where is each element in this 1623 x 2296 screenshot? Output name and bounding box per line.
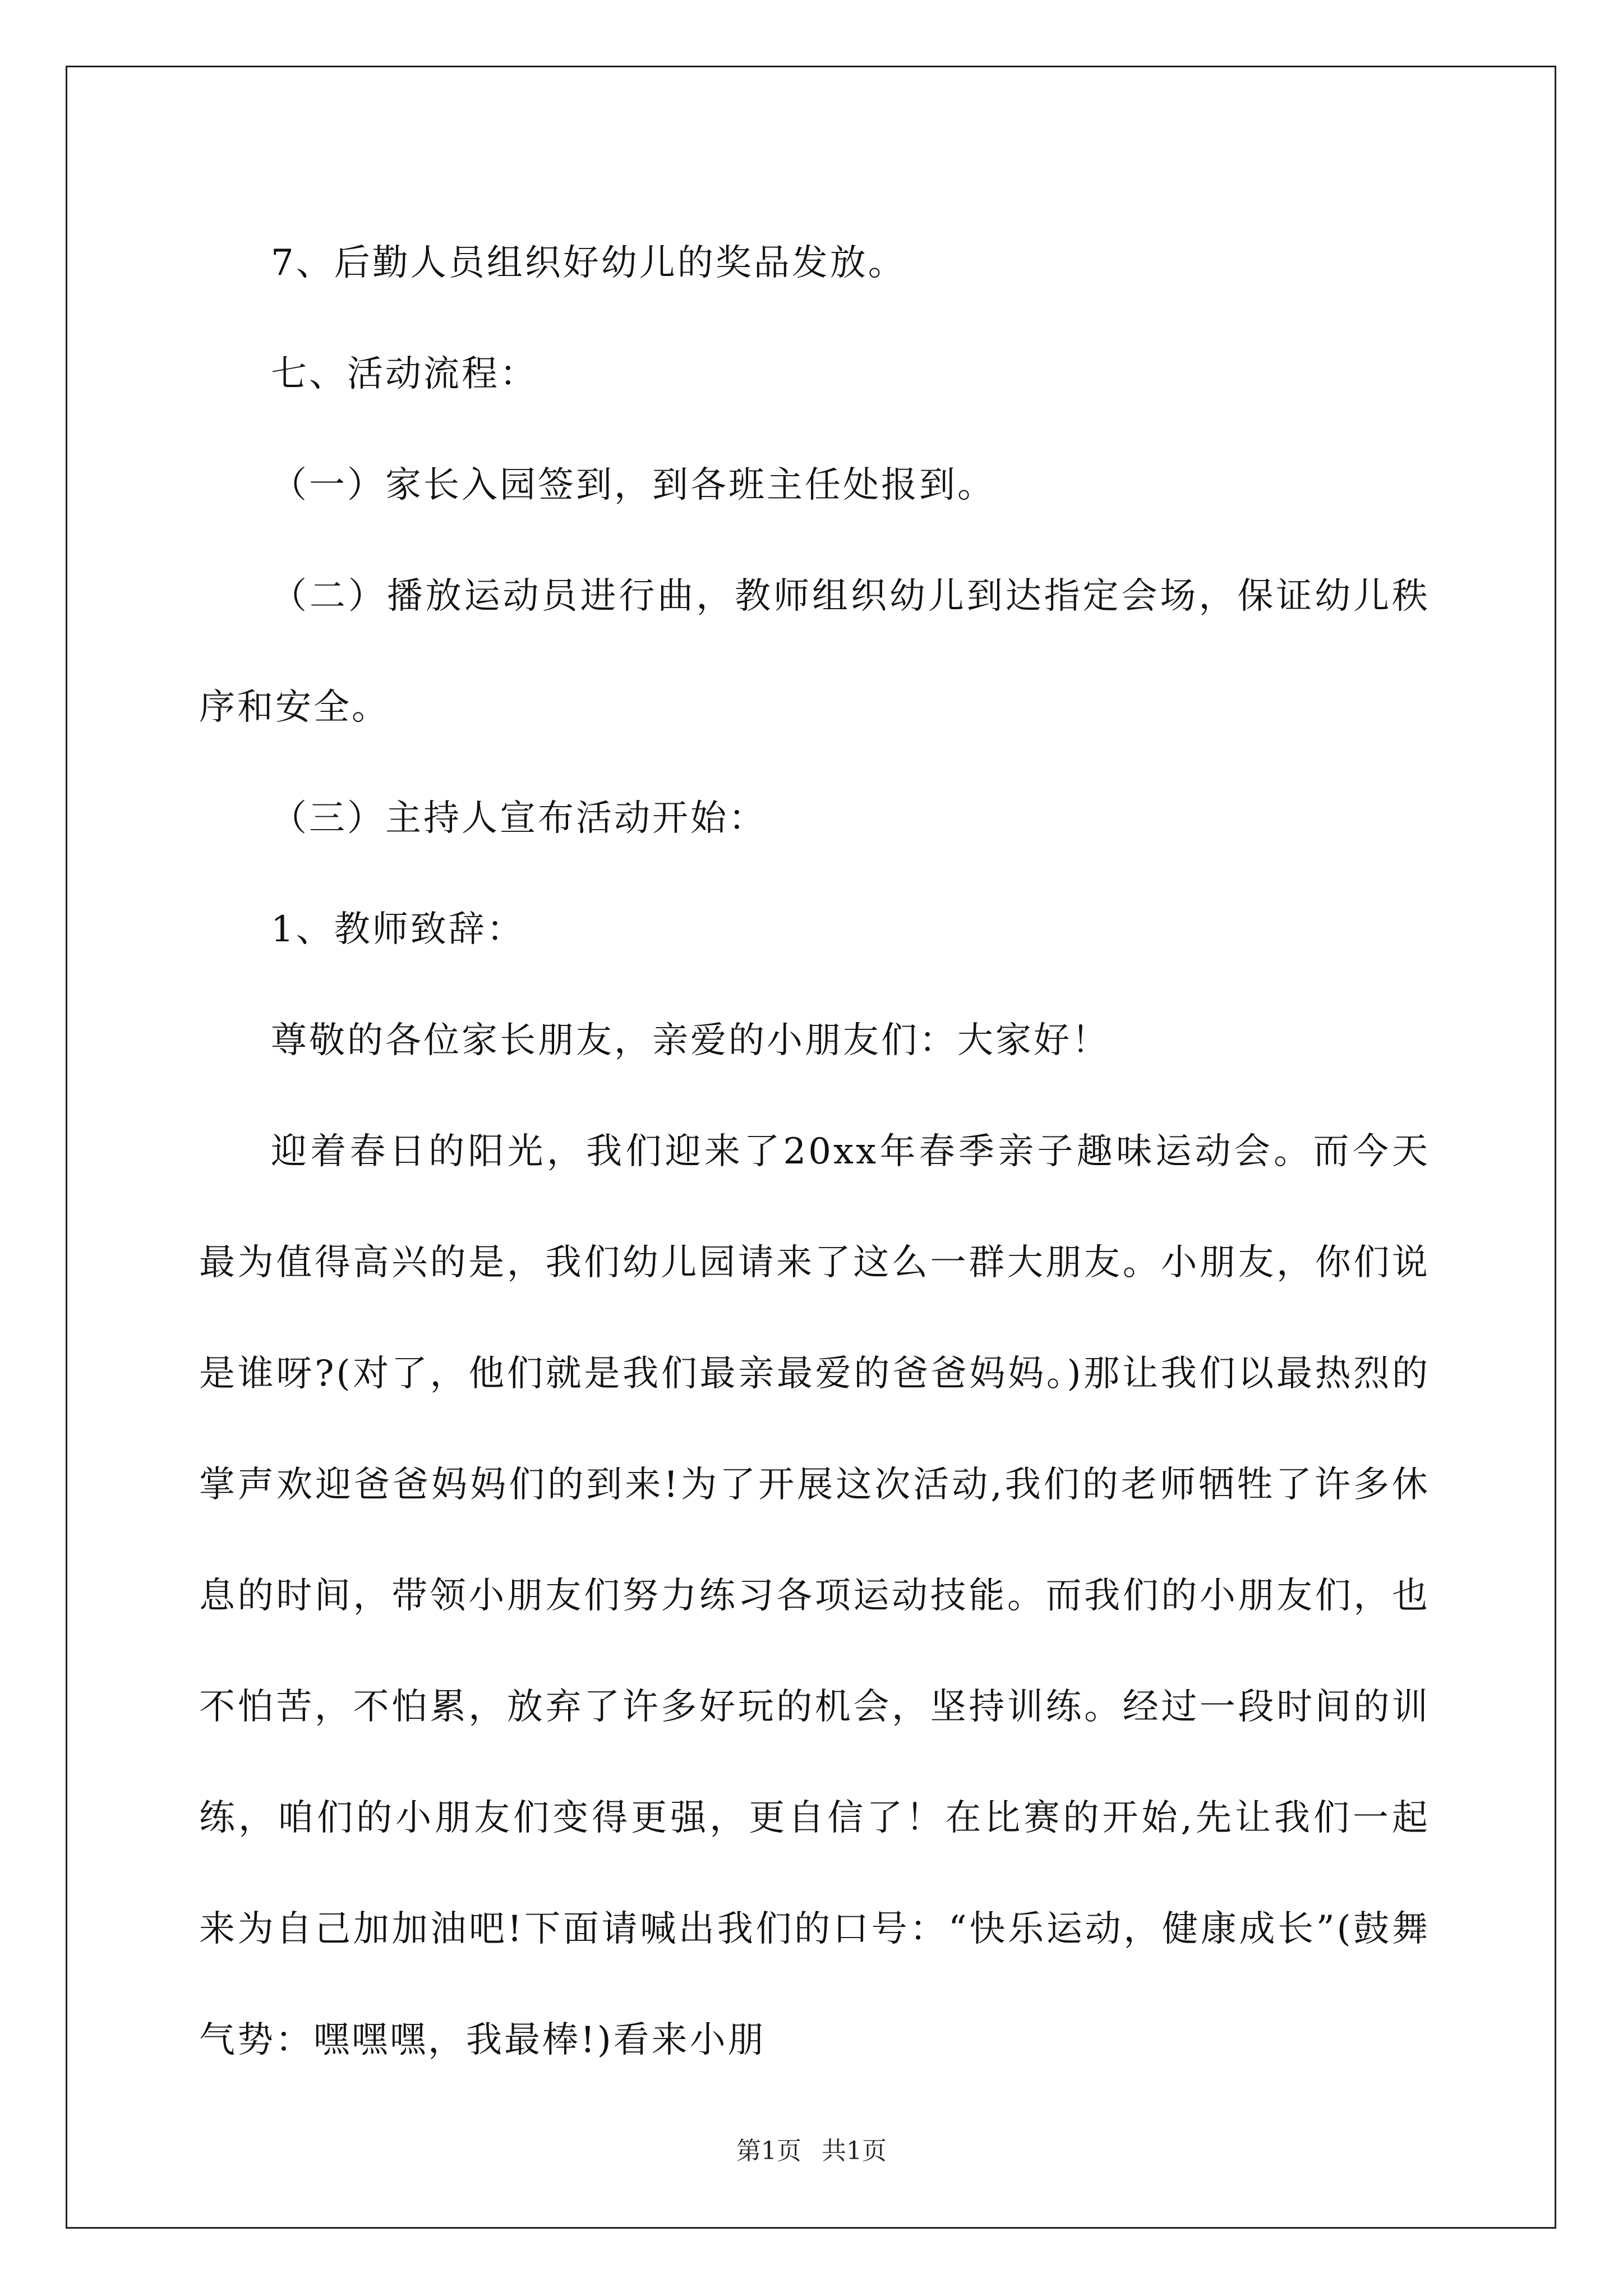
- paragraph-teacher-speech-heading: 1、教师致辞：: [271, 909, 525, 950]
- paragraph-step-one: （一）家长入园签到，到各班主任处报到。: [271, 464, 995, 506]
- page-footer: [0, 2134, 1623, 2168]
- paragraph-speech-body: 迎着春日的阳光，我们迎来了20xx年春季亲子趣味运动会。而今天最为值得高兴的是，我们幼儿园请来了这么一群大朋友。小朋友，你们说是谁呀?(对了，他们就是我们最亲最爱的爸爸妈妈。)那让我们以最热烈的掌声欢迎爸爸妈妈们的到来!为了开展这次活动,我们的老师牺牲了许多休息的时间，带领小朋友们努力练习各项运动技能。而我们的小朋友们，也不怕苦，不怕累，放弃了许多好玩的机会，坚持训练。经过一段时间的训练，咱们的小朋友们变得更强，更自信了！在比赛的开始,先让我们一起来为自己加加油吧!下面请喊出我们的口号：“快乐运动，健康成长”(鼓舞气势：嘿嘿嘿，我最棒!)看来小朋: [199, 1131, 1430, 2061]
- section-heading-activity-flow: 七、活动流程：: [271, 353, 538, 395]
- page-number: 第1页: [736, 2137, 801, 2165]
- paragraph-logistics-prizes: 7、后勤人员组织好幼儿的奖品发放。: [271, 242, 906, 284]
- paragraph-step-three: （三）主持人宣布活动开始：: [271, 798, 767, 839]
- paragraph-step-two: （二）播放运动员进行曲，教师组织幼儿到达指定会场，保证幼儿秩序和安全。: [199, 576, 1430, 728]
- page-total: 共1页: [822, 2137, 887, 2165]
- document-body: [199, 208, 1430, 2096]
- paragraph-greeting: 尊敬的各位家长朋友，亲爱的小朋友们：大家好！: [271, 1020, 1110, 1061]
